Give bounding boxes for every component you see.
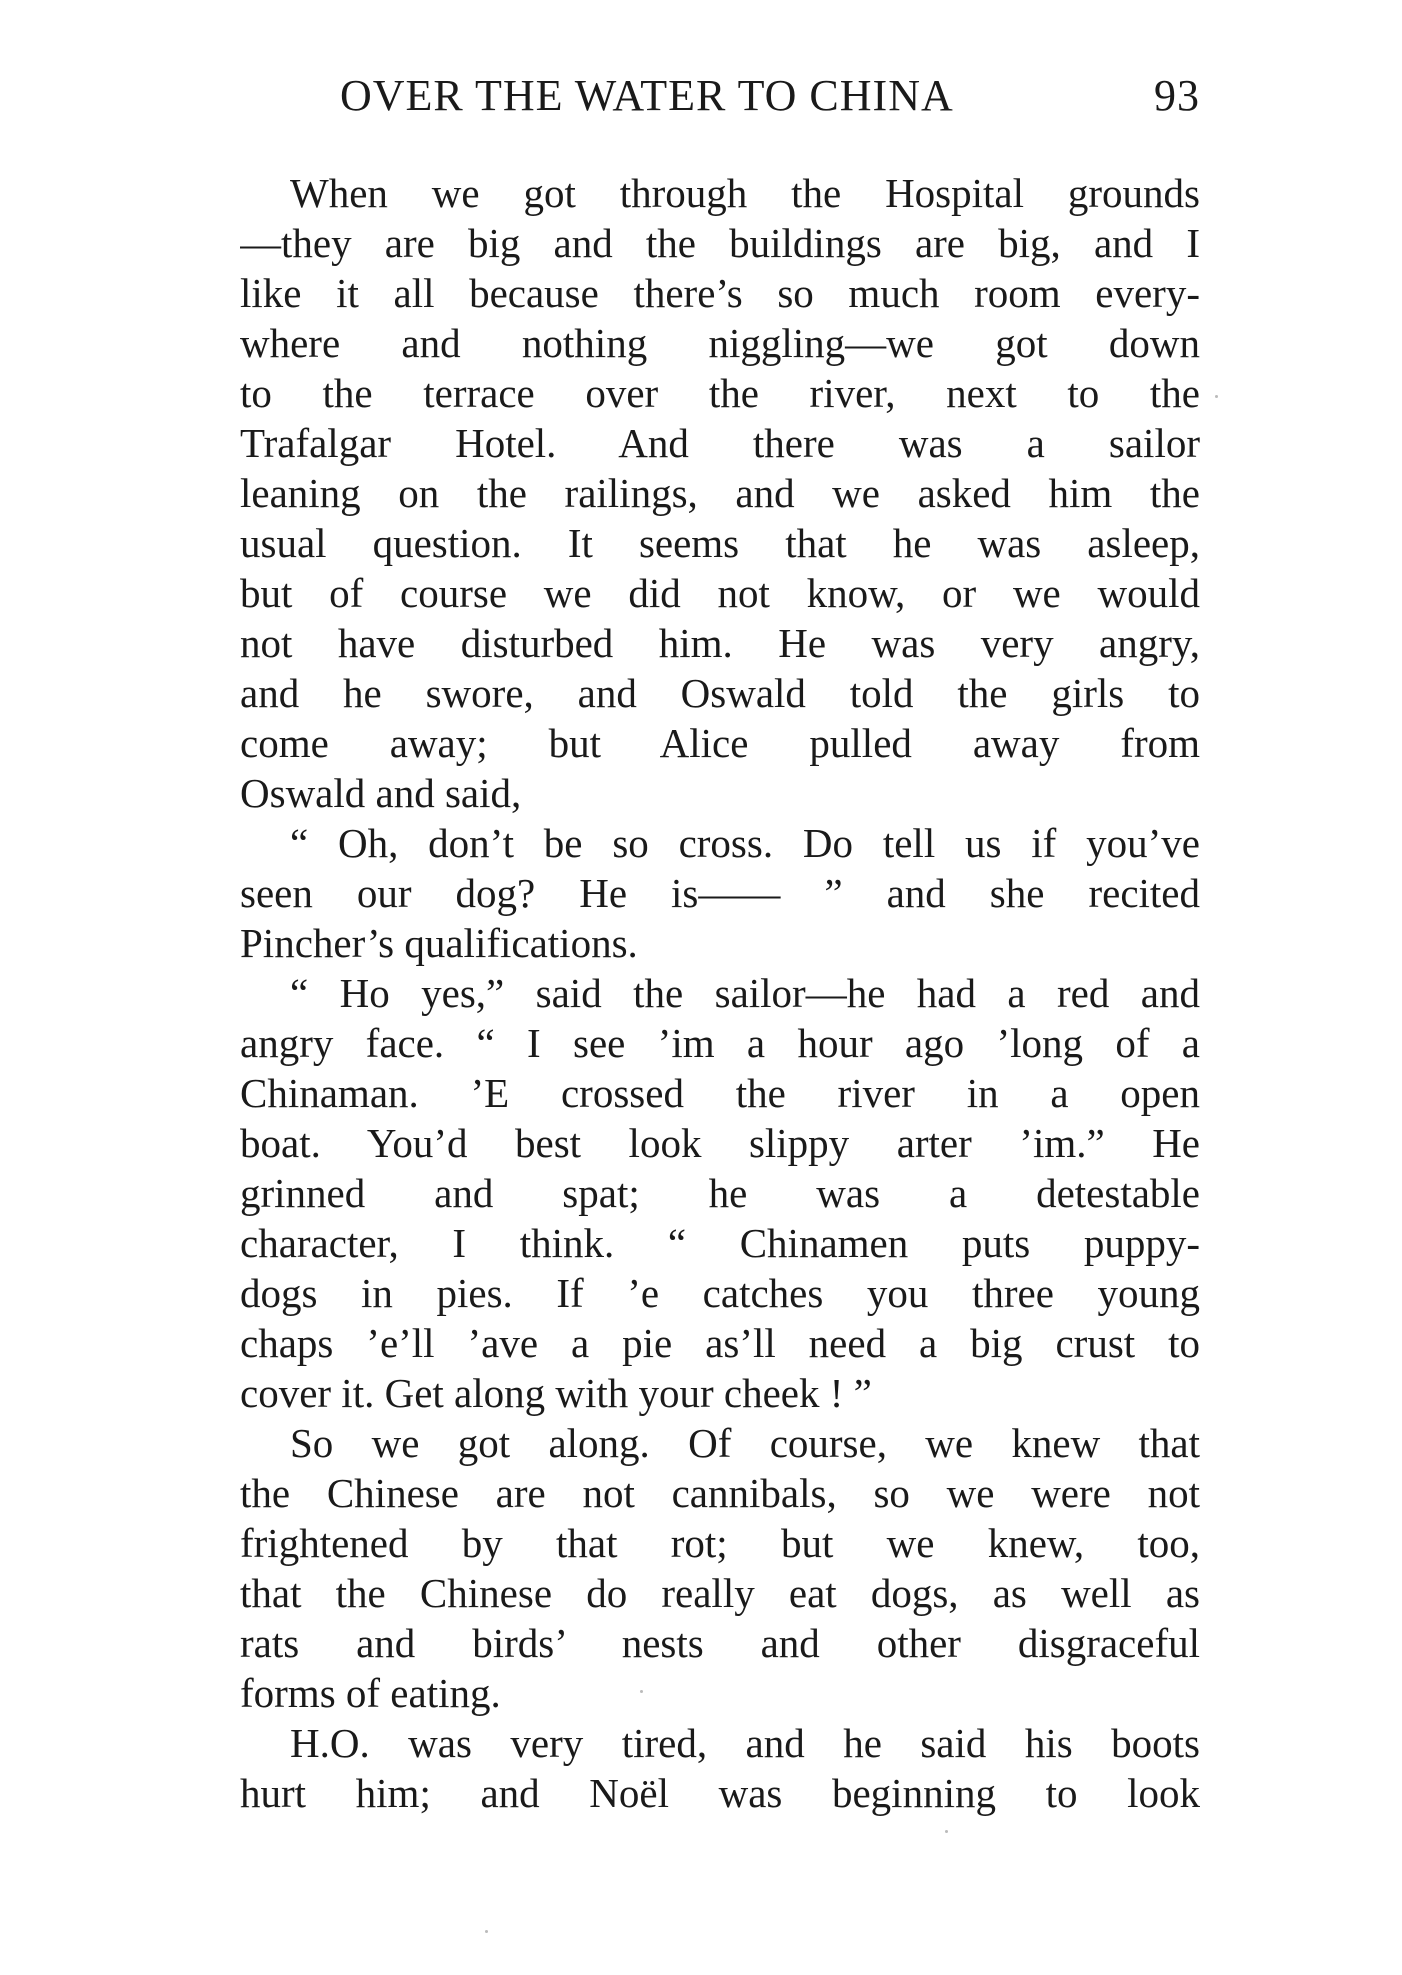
text-line: leaning on the railings, and we asked him the (240, 470, 1200, 516)
text-line: but of course we did not know, or we would (240, 570, 1200, 616)
text-line: come away; but Alice pulled away from (240, 720, 1200, 766)
text-line: not have disturbed him. He was very angry, (240, 620, 1200, 666)
text-line: and he swore, and Oswald told the girls to (240, 670, 1200, 716)
text-line: to the terrace over the river, next to the (240, 370, 1200, 416)
text-line: Trafalgar Hotel. And there was a sailor (240, 420, 1200, 466)
text-line: H.O. was very tired, and he said his boots (290, 1720, 1200, 1766)
text-line: usual question. It seems that he was asleep, (240, 520, 1200, 566)
text-line: grinned and spat; he was a detestable (240, 1170, 1200, 1216)
text-line: Chinaman. ’E crossed the river in a open (240, 1070, 1200, 1116)
text-line: seen our dog? He is—— ” and she recited (240, 870, 1200, 916)
paragraph (240, 168, 1200, 818)
paragraph (240, 1718, 1200, 1818)
text-line: When we got through the Hospital grounds (290, 170, 1200, 216)
text-line: dogs in pies. If ’e catches you three young (240, 1270, 1200, 1316)
page-number: 93 (1154, 71, 1200, 120)
text-line: that the Chinese do really eat dogs, as well as (240, 1570, 1200, 1616)
scan-speck (640, 1690, 643, 1693)
text-line: like it all because there’s so much room every- (240, 270, 1200, 316)
text-line: forms of eating. (240, 1670, 501, 1716)
scan-speck (945, 1830, 948, 1833)
body-text (240, 168, 1200, 1818)
text-line: boat. You’d best look slippy arter ’im.” He (240, 1120, 1200, 1166)
text-line: hurt him; and Noël was beginning to look (240, 1770, 1200, 1816)
scan-speck (485, 1930, 488, 1933)
paragraph (240, 818, 1200, 968)
text-line: where and nothing niggling—we got down (240, 320, 1200, 366)
text-line: —they are big and the buildings are big, and I (240, 220, 1200, 266)
running-head (340, 70, 1200, 126)
scan-speck (1215, 395, 1218, 398)
paragraph (240, 968, 1200, 1418)
running-title: OVER THE WATER TO CHINA (340, 71, 954, 120)
text-line: the Chinese are not cannibals, so we were not (240, 1470, 1200, 1516)
text-line: So we got along. Of course, we knew that (290, 1420, 1200, 1466)
paragraph (240, 1418, 1200, 1718)
text-line: Oswald and said, (240, 770, 522, 816)
text-line: “ Ho yes,” said the sailor—he had a red and (290, 970, 1200, 1016)
text-line: rats and birds’ nests and other disgraceful (240, 1620, 1200, 1666)
text-line: chaps ’e’ll ’ave a pie as’ll need a big crust to (240, 1320, 1200, 1366)
text-line: Pincher’s qualifications. (240, 920, 638, 966)
text-line: angry face. “ I see ’im a hour ago ’long of a (240, 1020, 1200, 1066)
text-line: frightened by that rot; but we knew, too, (240, 1520, 1200, 1566)
text-line: “ Oh, don’t be so cross. Do tell us if you’ve (290, 820, 1200, 866)
text-line: cover it. Get along with your cheek ! ” (240, 1370, 872, 1416)
text-line: character, I think. “ Chinamen puts puppy- (240, 1220, 1200, 1266)
